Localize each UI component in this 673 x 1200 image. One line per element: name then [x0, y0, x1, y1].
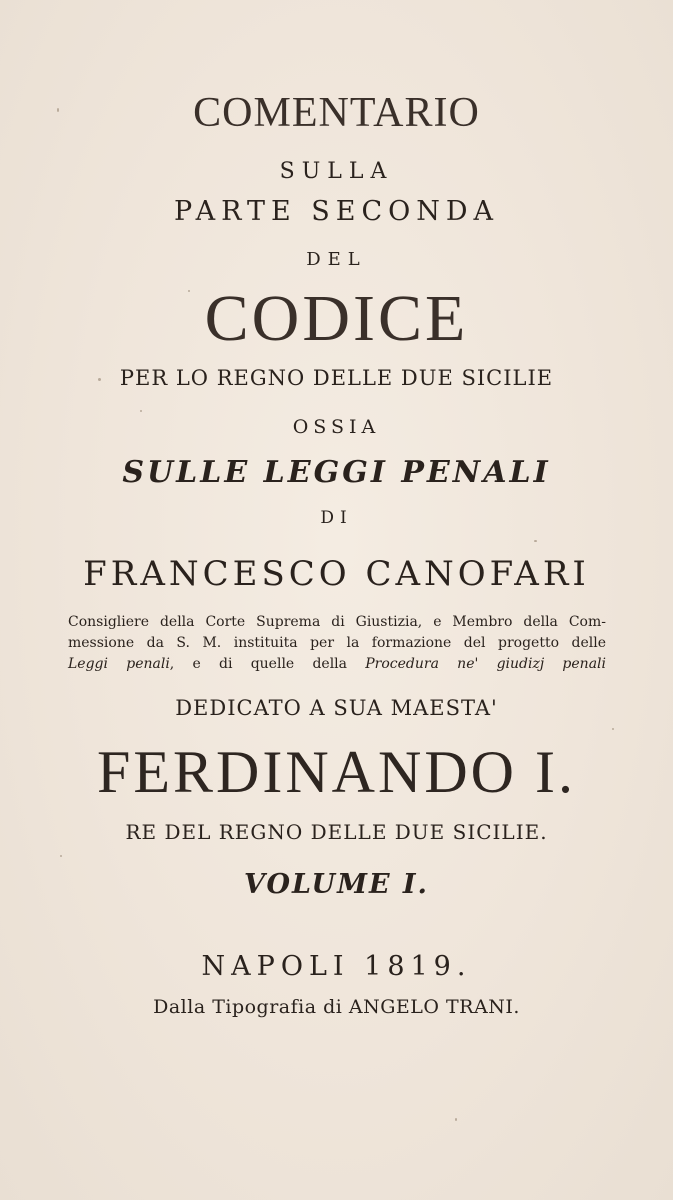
- author-description: [68, 612, 606, 675]
- description-procedura: Procedura ne' giudizj penali: [365, 656, 606, 672]
- king-name: FERDINANDO I.: [97, 739, 576, 805]
- subtitle-ossia: OSSIA: [292, 416, 381, 438]
- description-line-1: Consigliere della Corte Suprema di Giustizia, e Membro della Com-: [68, 614, 606, 630]
- author-name: FRANCESCO CANOFARI: [83, 554, 590, 594]
- subtitle-regno: PER LO REGNO DELLE DUE SICILIE: [119, 366, 554, 390]
- subtitle-sulla: SULLA: [279, 159, 394, 184]
- heading-codice: CODICE: [204, 282, 469, 355]
- dedication: DEDICATO A SUA MAESTA': [175, 696, 498, 720]
- description-connector: , e di quelle della: [169, 656, 366, 672]
- subtitle-leggi-penali: SULLE LEGGI PENALI: [122, 455, 551, 490]
- subtitle-del: DEL: [306, 249, 367, 270]
- description-leggi-penali: Leggi penali: [68, 656, 170, 672]
- king-title: RE DEL REGNO DELLE DUE SICILIE.: [125, 820, 548, 844]
- imprint-printer: Dalla Tipografia di ANGELO TRANI.: [153, 996, 520, 1018]
- imprint-place-year: NAPOLI 1819.: [201, 951, 472, 982]
- subtitle-di: DI: [320, 508, 353, 528]
- description-line-2: messione da S. M. instituita per la formazione del progetto delle: [68, 635, 606, 651]
- description-line-3: [68, 654, 606, 675]
- volume-label: VOLUME I.: [244, 869, 429, 900]
- subtitle-parte-seconda: PARTE SECONDA: [173, 196, 500, 227]
- book-title: COMENTARIO: [193, 90, 480, 136]
